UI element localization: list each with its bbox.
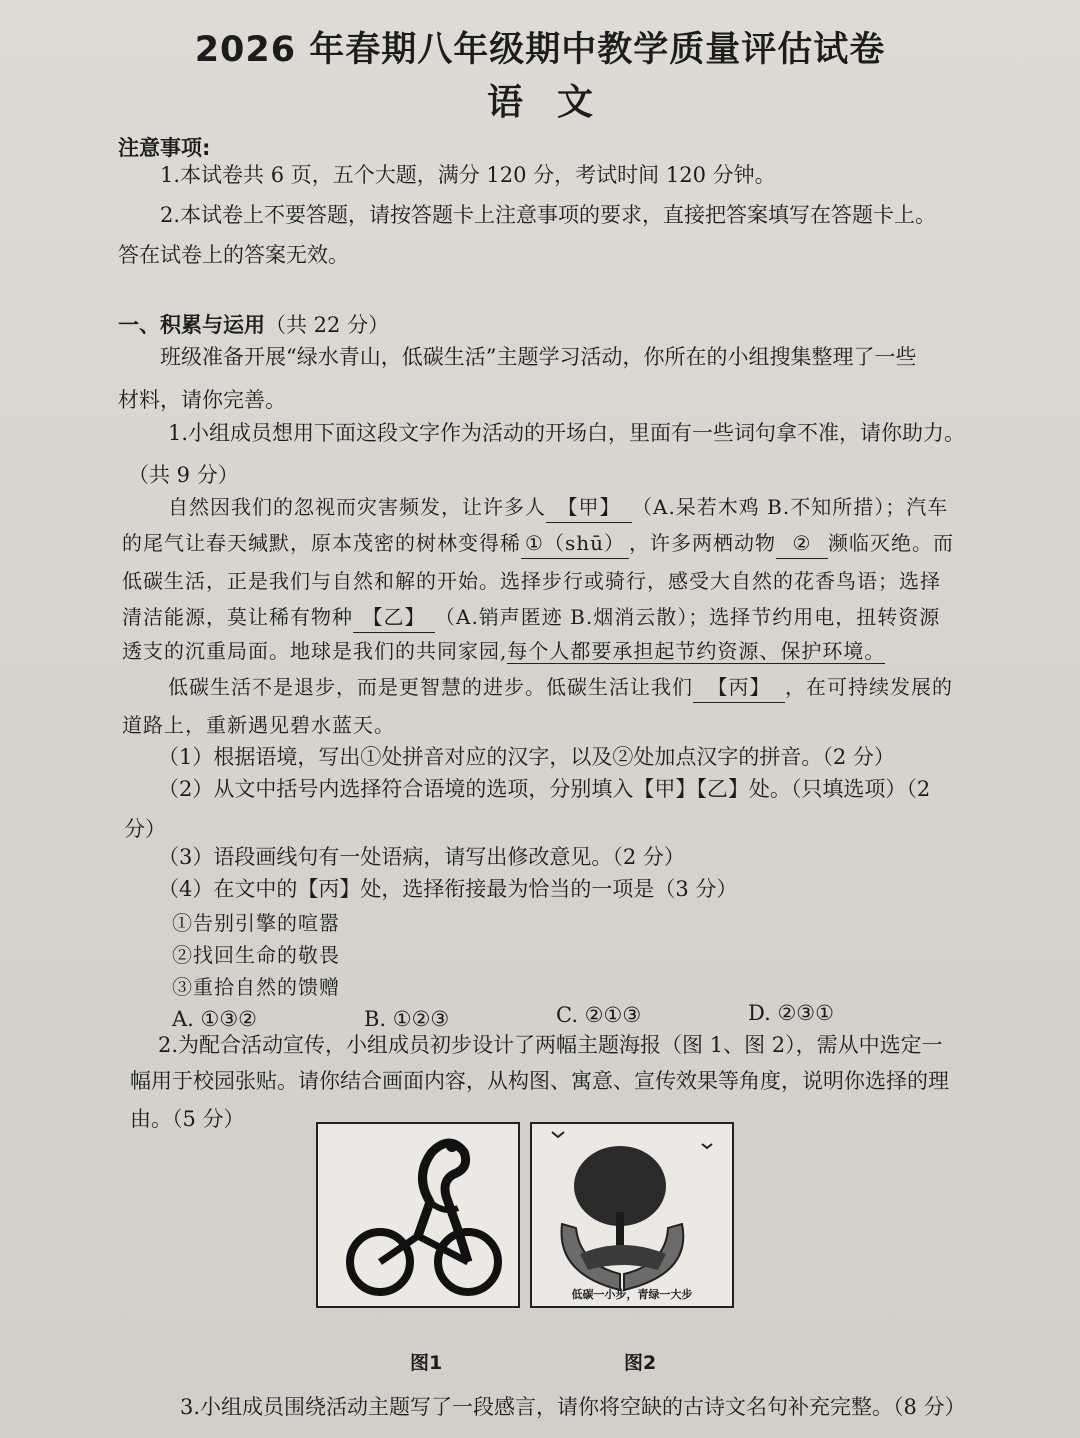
question-3-text: 3.小组成员围绕活动主题写了一段感言，请你将空缺的古诗文名句补充完整。	[180, 1395, 894, 1419]
bird-icon	[702, 1144, 712, 1148]
notice-item-2: 2.本试卷上不要答题，请按答题卡上注意事项的要求，直接把答案填写在答题卡上。	[160, 203, 937, 227]
question-3	[180, 1392, 966, 1422]
option-3: ③重拾自然的馈赠	[172, 975, 340, 999]
blank-yi: 【乙】	[353, 602, 435, 633]
question-2-cont: 幅用于校园张贴。请你结合画面内容，从构图、寓意、宣传效果等角度，说明你选择的理	[130, 1069, 949, 1093]
passage-line-5	[122, 636, 885, 666]
blank-1-shu: ①（shū）	[521, 528, 629, 559]
subquestion-3: （3）语段画线句有一处语病，请写出修改意见。（2 分）	[158, 845, 685, 869]
blank-2: ②	[776, 528, 828, 559]
figure-1-caption: 图1	[410, 1352, 443, 1374]
question-2: 2.为配合活动宣传，小组成员初步设计了两幅主题海报（图 1、图 2），需从中选定一	[158, 1033, 943, 1057]
subquestion-2-cont: 分）	[124, 817, 166, 841]
passage-line-4	[122, 602, 940, 633]
choice-c: C. ②①③	[556, 1003, 642, 1027]
passage-text: 清洁能源，莫让稀有物种	[122, 605, 353, 629]
section-1-heading	[118, 310, 389, 340]
notice-item-1: 1.本试卷共 6 页，五个大题，满分 120 分，考试时间 120 分钟。	[160, 163, 776, 187]
question-2-end: 由。（5 分）	[130, 1107, 245, 1131]
passage-text: 的尾气让春天缄默，原本茂密的树林变得稀	[122, 531, 521, 555]
option-2: ②找回生命的敬畏	[172, 943, 340, 967]
passage-line-6	[168, 672, 953, 703]
poster-2-slogan: 低碳一小步，青绿一大步	[571, 1288, 693, 1301]
subject-title: 语文	[486, 82, 627, 123]
passage-text: ，在可持续发展的	[785, 675, 953, 699]
passage-text: （A.销声匿迹 B.烟消云散）；选择节约用电，扭转资源	[435, 605, 941, 629]
question-3-score: （8 分）	[893, 1395, 966, 1419]
passage-line-3: 低碳生活，正是我们与自然和解的开始。选择步行或骑行，感受大自然的花香鸟语；选择	[122, 569, 941, 593]
passage-line-7: 道路上，重新遇见碧水蓝天。	[122, 713, 395, 737]
option-1: ①告别引擎的喧嚣	[172, 911, 340, 935]
notice-heading: 注意事项:	[118, 136, 211, 160]
section-1-intro: 班级准备开展“绿水青山，低碳生活”主题学习活动，你所在的小组搜集整理了一些	[160, 345, 917, 369]
passage-text: 濒临灭绝。而	[828, 531, 954, 555]
notice-item-2-cont: 答在试卷上的答案无效。	[118, 243, 349, 267]
underlined-sentence: 每个人都要承担起节约资源、保护环境。	[507, 639, 886, 663]
bird-icon	[552, 1132, 564, 1137]
subquestion-1: （1）根据语境，写出①处拼音对应的汉字，以及②处加点汉字的拼音。（2 分）	[158, 745, 895, 769]
passage-line-1	[168, 492, 948, 523]
subquestion-4: （4）在文中的【丙】处，选择衔接最为恰当的一项是（3 分）	[158, 877, 738, 901]
hands-tree-illustration	[532, 1124, 732, 1306]
figure-2-caption: 图2	[624, 1352, 657, 1374]
blank-bing: 【丙】	[693, 672, 785, 703]
exam-title: 2026 年春期八年级期中教学质量评估试卷	[194, 30, 886, 70]
passage-line-2	[122, 528, 954, 559]
choice-b: B. ①②③	[364, 1007, 450, 1031]
subquestion-2: （2）从文中括号内选择符合语境的选项，分别填入【甲】【乙】处。（只填选项）（2	[158, 777, 931, 801]
section-1-title: 一、积累与运用	[118, 313, 265, 337]
poster-figure-1	[316, 1122, 520, 1308]
poster-figure-2	[530, 1122, 734, 1308]
question-1-score: （共 9 分）	[128, 463, 239, 487]
passage-text: （A.呆若木鸡 B.不知所措）；汽车	[632, 495, 949, 519]
question-1: 1.小组成员想用下面这段文字作为活动的开场白，里面有一些词句拿不准，请你助力。	[168, 421, 966, 445]
choice-d: D. ②③①	[748, 1001, 834, 1025]
cyclist-illustration	[318, 1124, 518, 1306]
blank-jia: 【甲】	[546, 492, 632, 523]
passage-text: 透支的沉重局面。地球是我们的共同家园,	[122, 639, 508, 663]
section-1-score: （共 22 分）	[265, 313, 390, 337]
passage-text: ，许多两栖动物	[629, 531, 776, 555]
passage-text: 低碳生活不是退步，而是更智慧的进步。低碳生活让我们	[168, 675, 693, 699]
passage-text: 自然因我们的忽视而灾害频发，让许多人	[168, 495, 546, 519]
choice-a: A. ①③②	[172, 1007, 257, 1031]
section-1-intro-cont: 材料，请你完善。	[118, 388, 286, 412]
